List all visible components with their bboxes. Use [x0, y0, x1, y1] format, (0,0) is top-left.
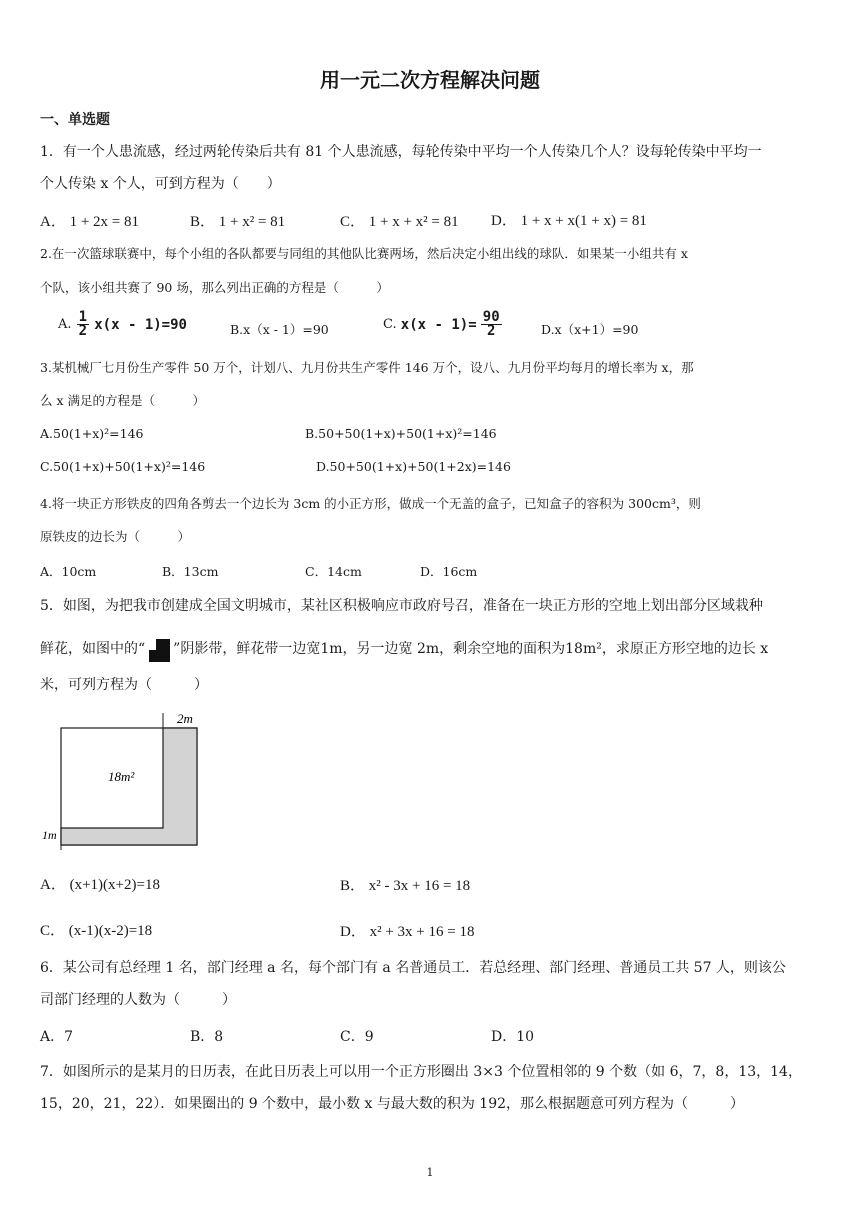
- shaded-band-icon: [146, 636, 172, 662]
- q2-stem-line2: 个队，该小组共赛了 90 场，那么列出正确的方程是（ ）: [40, 280, 389, 295]
- q3-option-b: B.50+50(1+x)+50(1+x)²=146: [305, 426, 497, 441]
- q5-option-b: B． x² - 3x + 16 = 18: [340, 878, 471, 894]
- q4-option-b: B．13cm: [162, 564, 219, 579]
- q4-option-c: C．14cm: [305, 564, 362, 579]
- page-number: 1: [426, 1166, 434, 1179]
- q2-option-a-label: A.: [58, 317, 72, 332]
- page-title: 用一元二次方程解决问题: [320, 68, 540, 92]
- q6-option-c: C．9: [340, 1029, 374, 1045]
- q2-option-c-left: x(x - 1)=: [400, 316, 477, 333]
- q6-stem-line2: 司部门经理的人数为（ ）: [40, 992, 236, 1008]
- q4-option-a: A．10cm: [40, 564, 97, 579]
- q5-stem-line2-part1: 鲜花，如图中的“: [40, 641, 146, 657]
- q5-option-c: C． (x-1)(x-2)=18: [40, 923, 153, 939]
- q2-option-a-denominator: 2: [78, 323, 88, 339]
- q4-option-d: D．16cm: [420, 564, 478, 579]
- q2-option-a-fraction: [77, 311, 89, 338]
- q2-stem-line1: 2.在一次篮球联赛中，每个小组的各队都要与同组的其他队比赛两场，然后决定小组出线的球队．如果某一小组共有 x: [40, 246, 688, 261]
- q5-label-left: 1m: [42, 828, 57, 842]
- q2-option-c-label: C.: [383, 317, 397, 332]
- q1-option-a: A． 1 + 2x = 81: [40, 214, 140, 230]
- q6-option-a: A．7: [40, 1029, 74, 1045]
- q2-option-c-denominator: 2: [486, 323, 496, 339]
- q3-option-d: D.50+50(1+x)+50(1+2x)=146: [316, 459, 511, 474]
- q6-stem-line1: 6．某公司有总经理 1 名，部门经理 a 名，每个部门有 a 名普通员工．若总经理、部门经理、普通员工共 57 人，则该公: [40, 960, 786, 976]
- q1-stem-line1: 1．有一个人患流感，经过两轮传染后共有 81 个人患流感，每轮传染中平均一个人传染几个人？设每轮传染中平均一: [40, 144, 762, 160]
- q1-option-b: B． 1 + x² = 81: [190, 214, 286, 230]
- q2-option-d: D.x（x+1）=90: [541, 322, 639, 337]
- q6-option-d: D．10: [491, 1029, 535, 1045]
- q3-stem-line2: 么 x 满足的方程是（ ）: [40, 393, 205, 408]
- q3-stem-line1: 3.某机械厂七月份生产零件 50 万个，计划八、九月份共生产零件 146 万个，设八、九月份平均每月的增长率为 x，那: [40, 360, 694, 375]
- q5-option-a: A． (x+1)(x+2)=18: [40, 877, 160, 893]
- q1-option-d: D． 1 + x + x(1 + x) = 81: [491, 213, 647, 229]
- q5-label-top: 2m: [177, 711, 193, 726]
- q3-option-c: C.50(1+x)+50(1+x)²=146: [40, 459, 206, 474]
- q1-stem-line2: 个人传染 x 个人，可到方程为（ ）: [40, 176, 281, 192]
- q2-option-c: [383, 311, 502, 338]
- q2-option-a: [58, 311, 187, 338]
- q4-stem-line1: 4.将一块正方形铁皮的四角各剪去一个边长为 3cm 的小正方形，做成一个无盖的盒子，已知盒子的容积为 300cm³，则: [40, 496, 701, 511]
- q2-option-c-numerator: 90: [482, 309, 500, 325]
- q2-option-c-fraction: [481, 311, 502, 338]
- q5-stem-line3: 米，可列方程为（ ）: [40, 677, 208, 693]
- q1-option-c: C． 1 + x + x² = 81: [340, 214, 459, 230]
- q2-option-b: B.x（x - 1）=90: [230, 322, 329, 337]
- section-heading: 一、单选题: [40, 112, 110, 128]
- q7-stem-line1: 7．如图所示的是某月的日历表，在此日历表上可以用一个正方形圈出 3×3 个位置相邻的 9 个数（如 6，7，8，13，14，: [40, 1064, 802, 1080]
- q2-option-a-numerator: 1: [78, 309, 88, 325]
- q5-option-d: D． x² + 3x + 16 = 18: [340, 924, 475, 940]
- q6-option-b: B．8: [190, 1029, 224, 1045]
- q5-stem-line2: [40, 636, 768, 662]
- q5-stem-line1: 5．如图，为把我市创建成全国文明城市，某社区积极响应市政府号召，准备在一块正方形的空地上划出部分区域栽种: [40, 598, 763, 614]
- q4-stem-line2: 原铁皮的边长为（ ）: [40, 529, 191, 544]
- q5-square-figure: [38, 708, 218, 853]
- q5-stem-line2-part2: ”阴影带，鲜花带一边宽1m，另一边宽 2m，剩余空地的面积为18m²，求原正方形空地的边长 x: [173, 641, 769, 657]
- q5-label-area: 18m²: [108, 769, 135, 784]
- q3-option-a: A.50(1+x)²=146: [40, 426, 144, 441]
- q2-option-a-rest: x(x - 1)=90: [94, 316, 187, 333]
- q7-stem-line2: 15，20，21，22）．如果圈出的 9 个数中，最小数 x 与最大数的积为 192，那么根据题意可列方程为（ ）: [40, 1096, 745, 1112]
